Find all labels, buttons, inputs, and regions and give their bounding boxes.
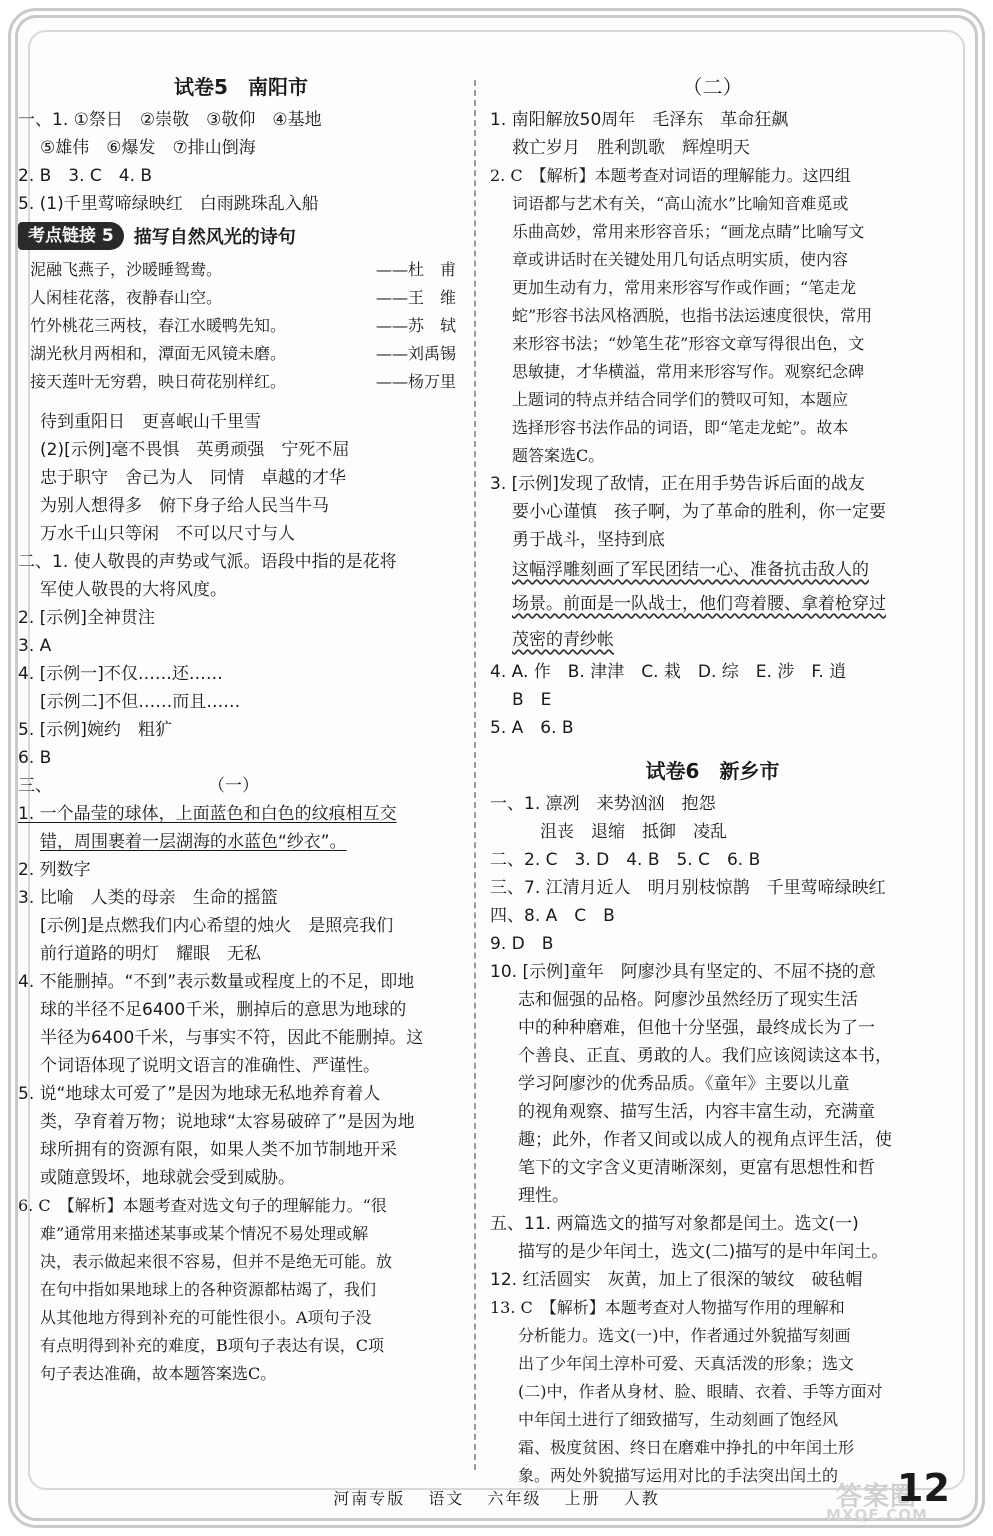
page-number: 12	[897, 1466, 950, 1510]
knowledge-link-banner	[18, 220, 464, 252]
answer-line: 5. 说“地球太可爱了”是因为地球无私地养育着人	[18, 1084, 381, 1104]
answer-line: 12. 红活圆实 灰黄，加上了很深的皱纹 破毡帽	[490, 1270, 863, 1290]
footer-subject: 语文	[428, 1489, 465, 1508]
answer-line: 学习阿廖沙的优秀品质。《童年》主要以儿童	[518, 1074, 850, 1094]
answer-line: 3. [示例]发现了敌情，正在用手势告诉后面的战友	[490, 474, 865, 494]
answer-line: 万水千山只等闲 不可以尺寸与人	[40, 524, 295, 544]
answer-line: (2)[示例]毫不畏惧 英勇顽强 宁死不屈	[40, 440, 350, 460]
answer-line: (二)中，作者从身材、脸、眼睛、衣着、手等方面对	[518, 1382, 883, 1401]
watermark-url: MXQE.COM	[826, 1506, 928, 1524]
poem-author: ——杜 甫	[375, 260, 456, 279]
answer-line: 类，孕育着万物；说地球“太容易破碎了”是因为地	[40, 1112, 415, 1132]
answer-line: 待到重阳日 更喜岷山千里雪	[40, 412, 261, 432]
answer-line: 为别人想得多 俯下身子给人民当牛马	[40, 496, 329, 516]
test-title-5: 试卷5 南阳市	[174, 75, 308, 99]
answer-line: 前行道路的明灯 耀眼 无私	[40, 944, 261, 964]
poem-line	[18, 312, 464, 340]
answer-line: ⑤雄伟 ⑥爆发 ⑦排山倒海	[40, 138, 256, 158]
answer-line: 9. D B	[490, 934, 554, 954]
answer-line	[490, 554, 935, 586]
answer-line: 在句中指如果地球上的各种资源都枯竭了，我们	[40, 1280, 377, 1299]
answer-line: 3. A	[18, 636, 52, 656]
answer-line: 题答案选C。	[512, 446, 605, 465]
underlined-answer: 错，周围裹着一层湖海的水蓝色“纱衣”。	[40, 832, 347, 852]
answer-line: 出了少年闰土淳朴可爱、天真活泼的形象；选文	[518, 1354, 855, 1373]
footer-edition: 河南专版	[333, 1489, 406, 1508]
answer-line: 2. C 【解析】本题考查对词语的理解能力。这四组	[490, 166, 851, 185]
answer-line: 二、2. C 3. D 4. B 5. C 6. B	[490, 850, 761, 870]
test-title-6: 试卷6 新乡市	[645, 759, 780, 783]
answer-line: 决，表示做起来很不容易，但并不是绝无可能。放	[40, 1252, 393, 1271]
answer-line: 沮丧 退缩 抵御 凌乱	[540, 822, 727, 842]
answer-line: 更加生动有力，常用来形容写作或作画；“笔走龙	[512, 278, 857, 297]
poem-text: 竹外桃花三两枝，春江水暖鸭先知。	[30, 316, 287, 335]
left-column	[18, 72, 464, 1388]
answer-line: 13. C 【解析】本题考查对人物描写作用的理解和	[490, 1298, 845, 1317]
answer-line: 5. [示例]婉约 粗犷	[18, 720, 172, 740]
answer-line: 象。两处外貌描写运用对比的手法突出闰土的	[518, 1466, 839, 1485]
answer-line: 乐曲高妙，常用来形容音乐；“画龙点睛”比喻写文	[512, 222, 865, 241]
answer-line: 选择形容书法作品的词语，即“笔走龙蛇”。故本	[512, 418, 849, 437]
poem-author: ——杨万里	[375, 372, 456, 391]
poem-line	[18, 340, 464, 368]
answer-line: 6. B	[18, 748, 52, 768]
spacer	[490, 742, 935, 756]
poem-author: ——王 维	[375, 288, 456, 307]
answer-line: 思敏捷，才华横溢，常用来形容写作。观察纪念碑	[512, 362, 865, 381]
answer-line: 中年闰土进行了细致描写，生动刻画了饱经风	[518, 1410, 839, 1429]
answer-line: 救亡岁月 胜利凯歌 辉煌明天	[512, 138, 750, 158]
answer-line: 的视角观察、描写生活，内容丰富生动，充满童	[518, 1102, 875, 1122]
poem-author: ——刘禹锡	[375, 344, 456, 363]
poem-text: 人闲桂花落，夜静春山空。	[30, 288, 223, 307]
answer-line: 球所拥有的资源有限，如果人类不加节制地开采	[40, 1140, 397, 1160]
poem-line	[18, 256, 464, 284]
footer-volume: 上册	[564, 1489, 601, 1508]
answer-line: 理性。	[518, 1186, 569, 1206]
answer-line: 三、7. 江清月近人 明月别枝惊鹊 千里莺啼绿映红	[490, 878, 886, 898]
answer-line: 3. 比喻 人类的母亲 生命的摇篮	[18, 888, 278, 908]
answer-line: 4. A. 作 B. 津津 C. 栽 D. 综 E. 涉 F. 逍	[490, 662, 847, 682]
answer-line: 句子表达准确，故本题答案选C。	[40, 1364, 277, 1383]
answer-line: 一、1. 凛冽 来势汹汹 抱怨	[490, 794, 716, 814]
answer-line: 二、1. 使人敬畏的声势或气派。语段中指的是花将	[18, 552, 397, 572]
section-header-line	[18, 772, 464, 800]
section-number: 三、	[18, 776, 52, 796]
answer-line: 词语都与艺术有关，“高山流水”比喻知音难觅或	[512, 194, 849, 213]
answer-line: 五、11. 两篇选文的描写对象都是闰土。选文(一)	[490, 1214, 859, 1234]
answer-line: 5. A 6. B	[490, 718, 574, 738]
answer-line	[18, 828, 464, 856]
poem-line	[18, 284, 464, 312]
answer-line: 分析能力。选文(一)中，作者通过外貌描写刻画	[518, 1326, 851, 1345]
underlined-answer: 1. 一个晶莹的球体，上面蓝色和白色的纹痕相互交	[18, 804, 397, 824]
answer-line: 2. B 3. C 4. B	[18, 166, 153, 186]
answer-line: 来形容书法；“妙笔生花”形容文章写得很出色，文	[512, 334, 865, 353]
footer-publisher: 人教	[623, 1489, 660, 1508]
footer-grade: 六年级	[487, 1489, 542, 1508]
answer-line: 中的种种磨难，但他十分坚强，最终成长为了一	[518, 1018, 875, 1038]
answer-line: 5. (1)千里莺啼绿映红 白雨跳珠乱入船	[18, 194, 319, 214]
right-column	[490, 72, 935, 1490]
answer-line	[490, 586, 935, 622]
answer-line: 4. 不能删掉。“不到”表示数量或程度上的不足，即地	[18, 972, 415, 992]
poem-text: 泥融飞燕子，沙暖睡鸳鸯。	[30, 260, 223, 279]
subsection-title: （二）	[682, 75, 743, 99]
answer-line: 个善良、正直、勇敢的人。我们应该阅读这本书，	[518, 1046, 892, 1066]
answer-line: 忠于职守 舍己为人 同情 卓越的才华	[40, 468, 346, 488]
answer-line: 章或讲话时在关键处用几句话点明实质，使内容	[512, 250, 849, 269]
answer-line: 志和倔强的品格。阿廖沙虽然经历了现实生活	[518, 990, 858, 1010]
answer-line: B E	[512, 690, 552, 710]
knowledge-link-tag: 考点链接 5	[18, 222, 124, 250]
poem-author: ——苏 轼	[375, 316, 456, 335]
watermark-logo: 答案圈	[836, 1482, 918, 1512]
answer-line: 笔下的文字含义更清晰深刻，更富有思想性和哲	[518, 1158, 875, 1178]
spacer	[18, 396, 464, 408]
answer-line: 或随意毁坏，地球就会受到威胁。	[40, 1168, 295, 1188]
poem-text: 湖光秋月两相和，潭面无风镜未磨。	[30, 344, 287, 363]
answer-line: 2. 列数字	[18, 860, 91, 880]
knowledge-link-title: 描写自然风光的诗句	[133, 227, 296, 248]
answer-line: 从其他地方得到补充的可能性很小。A项句子没	[40, 1308, 372, 1327]
answer-line: 霜、极度贫困、终日在磨难中挣扎的中年闰土形	[518, 1438, 855, 1457]
answer-line: 蛇”形容书法风格洒脱，也指书法运速度很快，常用	[512, 306, 873, 325]
answer-line: 勇于战斗，坚持到底	[512, 530, 665, 550]
poem-line	[18, 368, 464, 396]
answer-line: 6. C 【解析】本题考查对选文句子的理解能力。“很	[18, 1196, 387, 1215]
answer-line: 趣；此外，作者又间或以成人的视角点评生活，使	[518, 1130, 892, 1150]
answer-line: 球的半径不足6400千米，删掉后的意思为地球的	[40, 1000, 407, 1020]
answer-line: [示例二]不但……而且……	[40, 692, 241, 712]
answer-line: 上题词的特点并结合同学们的赞叹可知，本题应	[512, 390, 849, 409]
answer-line: 4. [示例一]不仅……还……	[18, 664, 223, 684]
answer-line: 一、1. ①祭日 ②崇敬 ③敬仰 ④基地	[18, 110, 322, 130]
answer-line: 个词语体现了说明文语言的准确性、严谨性。	[40, 1056, 380, 1076]
column-divider	[474, 80, 476, 1470]
wavy-underlined-answer: 场景。前面是一队战士，他们弯着腰、拿着枪穿过	[512, 594, 886, 614]
subsection-title: （一）	[208, 776, 259, 796]
answer-line	[18, 800, 464, 828]
answer-line: 半径为6400千米，与事实不符，因此不能删掉。这	[40, 1028, 424, 1048]
answer-line: 2. [示例]全神贯注	[18, 608, 155, 628]
wavy-underlined-answer: 这幅浮雕刻画了军民团结一心、准备抗击敌人的	[512, 560, 869, 580]
answer-line: 军使人敬畏的大将风度。	[40, 580, 227, 600]
answer-line: 1. 南阳解放50周年 毛泽东 革命狂飙	[490, 110, 789, 130]
poem-text: 接天莲叶无穷碧，映日荷花别样红。	[30, 372, 287, 391]
answer-line: 10. [示例]童年 阿廖沙具有坚定的、不屈不挠的意	[490, 962, 876, 982]
wavy-underlined-answer: 茂密的青纱帐	[512, 630, 614, 650]
answer-line: 难”通常用来描述某事或某个情况不易处理或解	[40, 1224, 369, 1243]
answer-line	[490, 622, 935, 658]
answer-line: 要小心谨慎 孩子啊，为了革命的胜利，你一定要	[512, 502, 886, 522]
answer-line: 四、8. A C B	[490, 906, 615, 926]
answer-line: 描写的是少年闰土，选文(二)描写的是中年闰土。	[518, 1242, 889, 1262]
answer-line: 有点明得到补充的难度，B项句子表达有误，C项	[40, 1336, 385, 1355]
answer-line: [示例]是点燃我们内心希望的烛火 是照亮我们	[40, 916, 394, 936]
